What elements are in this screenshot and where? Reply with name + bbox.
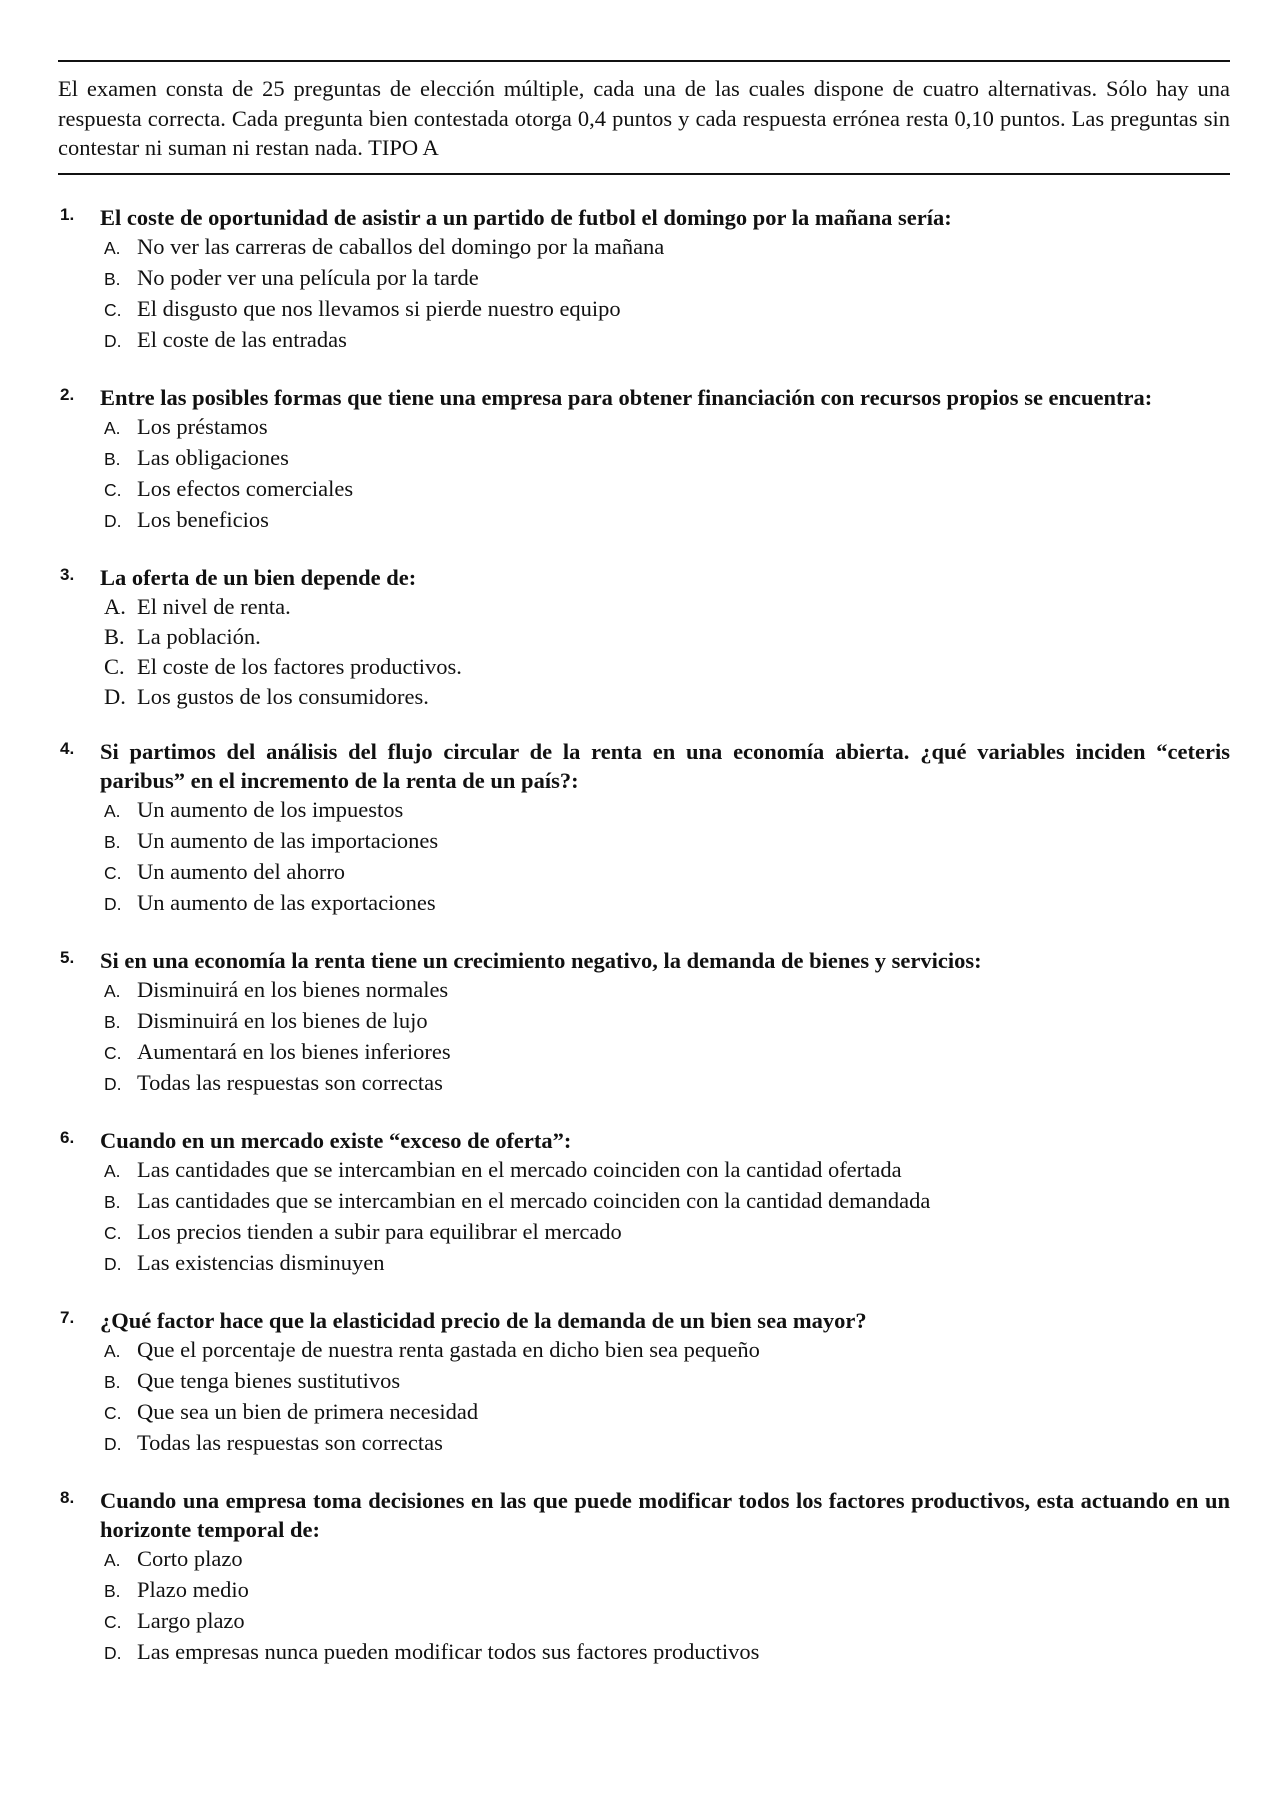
option-letter: C.	[104, 1402, 122, 1423]
option-letter: D.	[104, 1253, 122, 1274]
option-list	[100, 592, 1230, 712]
question-number: 6.	[60, 1127, 75, 1147]
option-text: Un aumento de los impuestos	[137, 796, 404, 822]
option-b[interactable]	[104, 826, 1230, 857]
option-text: El disgusto que nos llevamos si pierde nuestro equipo	[137, 295, 621, 321]
option-list	[100, 232, 1230, 356]
option-c[interactable]	[104, 294, 1230, 325]
option-text: Plazo medio	[137, 1576, 249, 1602]
option-d[interactable]	[104, 888, 1230, 919]
option-text: Largo plazo	[137, 1607, 245, 1633]
option-letter: B.	[104, 1011, 121, 1032]
question-text: Cuando una empresa toma decisiones en las que puede modificar todos los factores productivos, esta actuando en un horizonte temporal de:	[100, 1487, 1230, 1542]
option-b[interactable]	[104, 1366, 1230, 1397]
question-number: 4.	[60, 738, 75, 758]
option-letter: B.	[104, 1191, 121, 1212]
option-a[interactable]	[104, 975, 1230, 1006]
question-6	[58, 1126, 1230, 1279]
option-a[interactable]	[104, 1335, 1230, 1366]
option-letter: C.	[104, 1042, 122, 1063]
option-d[interactable]	[104, 325, 1230, 356]
option-text: No ver las carreras de caballos del domingo por la mañana	[137, 233, 665, 259]
option-a[interactable]	[104, 592, 1230, 622]
question-number: 2.	[60, 384, 75, 404]
option-text: Un aumento del ahorro	[137, 858, 346, 884]
option-letter: D.	[104, 1073, 122, 1094]
question-5	[58, 946, 1230, 1099]
option-text: No poder ver una película por la tarde	[137, 264, 479, 290]
question-text: El coste de oportunidad de asistir a un partido de futbol el domingo por la mañana sería:	[100, 204, 952, 230]
option-text: Los préstamos	[137, 413, 268, 439]
option-letter: A.	[104, 1160, 121, 1181]
option-text: Que sea un bien de primera necesidad	[137, 1398, 479, 1424]
option-text: Que tenga bienes sustitutivos	[137, 1367, 401, 1393]
option-c[interactable]	[104, 1217, 1230, 1248]
question-number: 8.	[60, 1487, 75, 1507]
option-letter: D.	[104, 1642, 122, 1663]
option-text: Los precios tienden a subir para equilibrar el mercado	[137, 1218, 622, 1244]
question-3	[58, 563, 1230, 712]
option-letter: A.	[104, 237, 121, 258]
question-number: 1.	[60, 204, 75, 224]
option-b[interactable]	[104, 1006, 1230, 1037]
option-letter: C.	[104, 653, 125, 679]
option-d[interactable]	[104, 1637, 1230, 1668]
option-text: Todas las respuestas son correctas	[137, 1069, 443, 1095]
option-d[interactable]	[104, 1248, 1230, 1279]
question-number: 7.	[60, 1307, 75, 1327]
question-text: La oferta de un bien depende de:	[100, 564, 417, 590]
option-letter: D.	[104, 510, 122, 531]
question-text: Entre las posibles formas que tiene una empresa para obtener financiación con recursos propios se encuentra:	[100, 384, 1153, 410]
question-text: Si en una economía la renta tiene un crecimiento negativo, la demanda de bienes y servicios:	[100, 947, 982, 973]
option-b[interactable]	[104, 263, 1230, 294]
option-text: Los gustos de los consumidores.	[137, 683, 429, 709]
option-b[interactable]	[104, 1186, 1230, 1217]
option-b[interactable]	[104, 443, 1230, 474]
option-letter: A.	[104, 1549, 121, 1570]
option-list	[100, 1335, 1230, 1459]
option-list	[100, 795, 1230, 919]
option-letter: B.	[104, 1580, 121, 1601]
option-letter: B.	[104, 831, 121, 852]
option-text: El coste de las entradas	[137, 326, 347, 352]
option-b[interactable]	[104, 1575, 1230, 1606]
option-a[interactable]	[104, 795, 1230, 826]
option-text: Las empresas nunca pueden modificar todos sus factores productivos	[137, 1638, 760, 1664]
option-text: Los beneficios	[137, 506, 269, 532]
option-a[interactable]	[104, 1544, 1230, 1575]
option-text: Aumentará en los bienes inferiores	[137, 1038, 451, 1064]
option-text: Las cantidades que se intercambian en el mercado coinciden con la cantidad ofertada	[137, 1156, 902, 1182]
option-letter: B.	[104, 1371, 121, 1392]
question-4	[58, 737, 1230, 919]
exam-page	[58, 60, 1230, 1668]
option-d[interactable]	[104, 505, 1230, 536]
option-c[interactable]	[104, 474, 1230, 505]
option-text: Disminuirá en los bienes normales	[137, 976, 449, 1002]
option-letter: A.	[104, 980, 121, 1001]
option-letter: B.	[104, 448, 121, 469]
question-text: Si partimos del análisis del flujo circular de la renta en una economía abierta. ¿qué variables inciden “ceteris paribus” en el incremento de la renta de un país?:	[100, 738, 1230, 793]
option-text: Todas las respuestas son correctas	[137, 1429, 443, 1455]
option-b[interactable]	[104, 622, 1230, 652]
option-d[interactable]	[104, 1068, 1230, 1099]
option-c[interactable]	[104, 1037, 1230, 1068]
option-text: Las existencias disminuyen	[137, 1249, 385, 1275]
option-letter: C.	[104, 479, 122, 500]
option-text: La población.	[137, 623, 261, 649]
option-d[interactable]	[104, 682, 1230, 712]
option-letter: C.	[104, 1611, 122, 1632]
option-list	[100, 1155, 1230, 1279]
option-letter: A.	[104, 800, 121, 821]
option-text: Un aumento de las importaciones	[137, 827, 439, 853]
option-letter: D.	[104, 683, 126, 709]
option-c[interactable]	[104, 857, 1230, 888]
option-list	[100, 975, 1230, 1099]
question-8	[58, 1486, 1230, 1668]
option-d[interactable]	[104, 1428, 1230, 1459]
question-1	[58, 203, 1230, 356]
option-text: Los efectos comerciales	[137, 475, 354, 501]
option-list	[100, 1544, 1230, 1668]
option-letter: C.	[104, 299, 122, 320]
option-letter: C.	[104, 1222, 122, 1243]
option-letter: A.	[104, 593, 126, 619]
question-number: 3.	[60, 564, 75, 584]
option-text: Las obligaciones	[137, 444, 289, 470]
option-text: El coste de los factores productivos.	[137, 653, 462, 679]
option-letter: C.	[104, 862, 122, 883]
option-a[interactable]	[104, 412, 1230, 443]
option-letter: B.	[104, 623, 125, 649]
option-letter: A.	[104, 417, 121, 438]
option-c[interactable]	[104, 1397, 1230, 1428]
option-letter: D.	[104, 330, 122, 351]
option-a[interactable]	[104, 232, 1230, 263]
option-text: Corto plazo	[137, 1545, 243, 1571]
option-text: Un aumento de las exportaciones	[137, 889, 436, 915]
option-text: Que el porcentaje de nuestra renta gastada en dicho bien sea pequeño	[137, 1336, 760, 1362]
option-letter: D.	[104, 893, 122, 914]
option-c[interactable]	[104, 652, 1230, 682]
question-text: ¿Qué factor hace que la elasticidad precio de la demanda de un bien sea mayor?	[100, 1307, 867, 1333]
question-7	[58, 1306, 1230, 1459]
option-text: El nivel de renta.	[137, 593, 291, 619]
question-2	[58, 383, 1230, 536]
option-text: Disminuirá en los bienes de lujo	[137, 1007, 428, 1033]
exam-instructions: El examen consta de 25 preguntas de elección múltiple, cada una de las cuales dispone de cuatro alternativas. Sólo hay una respuesta correcta. Cada pregunta bien contestada otorga 0,4 puntos y cada respuesta errónea resta 0,10 puntos. Las preguntas sin contestar ni suman ni restan nada. TIPO A	[58, 60, 1230, 175]
option-c[interactable]	[104, 1606, 1230, 1637]
option-letter: B.	[104, 268, 121, 289]
option-letter: A.	[104, 1340, 121, 1361]
question-list	[58, 203, 1230, 1668]
option-letter: D.	[104, 1433, 122, 1454]
option-a[interactable]	[104, 1155, 1230, 1186]
option-list	[100, 412, 1230, 536]
question-number: 5.	[60, 947, 75, 967]
option-text: Las cantidades que se intercambian en el mercado coinciden con la cantidad demandada	[137, 1187, 931, 1213]
question-text: Cuando en un mercado existe “exceso de oferta”:	[100, 1127, 572, 1153]
